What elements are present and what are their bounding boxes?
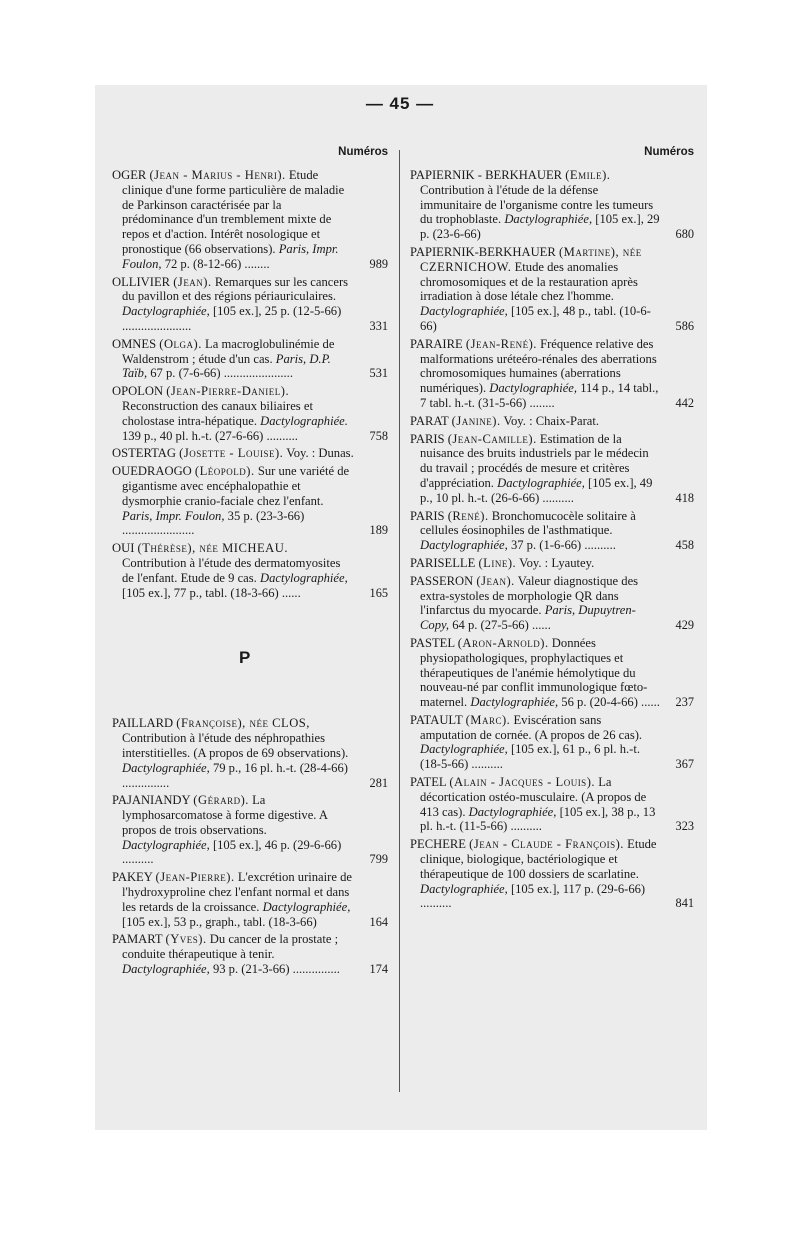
entry-number: 586 [675,318,694,333]
index-entry [410,837,694,911]
column-header: Numéros [338,146,388,158]
entry-title: La macroglobulinémie de Waldenstrom ; étude d'un cas. [122,336,335,366]
index-entry [410,574,694,633]
entry-given-name: (Léopold). [194,464,255,479]
index-entry [410,337,694,411]
entry-given-name: (Jean). [173,274,212,289]
entry-given-name: (Olga). [159,336,202,351]
entry-title: Voy. : Chaix-Parat. [503,413,600,428]
entry-details: [105 ex.], 53 p., graph., tabl. (18-3-66) [122,914,317,929]
entry-title: L'excrétion urinaire de l'hydroxyproline chez l'enfant normal et dans les retards de la croissance. [122,870,352,914]
entry-details: [105 ex.], 77 p., tabl. (18-3-66) ...... [122,585,301,600]
entry-given-name: (Françoise), née CLOS, [176,716,310,731]
entry-number: 841 [675,896,694,911]
entry-number: 164 [369,914,388,929]
entry-details: [105 ex.], 48 p., tabl. (10-6-66) [420,304,651,333]
entry-given-name: (Marc). [465,712,511,727]
entry-publisher: Dactylographiée. [260,413,348,428]
entry-publisher: Dactylographiée, [122,837,210,852]
entry-name: PARIS [410,431,445,446]
entry-name: OPOLON [112,384,164,399]
entry-number: 174 [369,962,388,977]
entry-name: PARAT [410,413,449,428]
entry-given-name: (Martine), née CZERNICHOW. [420,244,642,274]
entry-name: OSTERTAG [112,446,177,461]
entry-publisher: Dactylographiée, [122,304,210,319]
entry-title: Contribution à l'étude des néphropathies interstitielles. (A propos de 69 observations). [122,731,349,760]
entry-name: OGER [112,168,147,182]
index-entry [112,446,388,461]
entry-given-name: (Emile). [565,168,611,182]
index-entry [410,556,694,571]
index-entry [112,932,388,976]
entry-details: 35 p. (23-3-66) ....................... [122,508,305,538]
entry-details: [105 ex.], 61 p., 6 pl. h.-t. (18-5-66) .......... [420,742,641,772]
entry-title: Etude clinique, biologique, bactériologique et thérapeutique de 100 dossiers de scarlatine. [420,837,657,881]
entry-number: 989 [369,256,388,271]
entry-title: La lymphosarcomatose à forme digestive. A propos de trois observations. [122,793,328,837]
entry-title: Eviscération sans amputation de cornée. (A propos de 26 cas). [420,712,643,742]
entry-number: 189 [369,523,388,538]
index-entry [112,464,388,538]
entry-name: PARISELLE [410,555,476,570]
index-entry [410,168,694,242]
entry-number: 531 [369,366,388,381]
entry-name: PARIS [410,508,445,523]
entry-given-name: (Janine). [451,413,501,428]
entry-name: PATEL [410,775,447,790]
entry-name: OUEDRAOGO [112,464,192,479]
entry-number: 442 [675,395,694,410]
index-entry [410,636,694,710]
left-column [112,146,388,980]
entry-details: 56 p. (20-4-66) ...... [561,695,660,710]
entry-name: OLLIVIER [112,274,171,289]
entry-name: OUI [112,541,135,556]
entry-given-name: (Jean - Claude - François). [469,837,624,852]
entry-publisher: Dactylographiée, [468,804,557,819]
index-entry [410,414,694,429]
entry-name: PASTEL [410,635,455,650]
index-entry [410,432,694,506]
entry-name: PECHERE [410,837,466,852]
entry-title: Estimation de la nuisance des bruits industriels par le médecin du travail ; procédés de mesure et critères d'appréciation. [420,431,649,490]
entry-publisher: Dactylographiée, [262,899,351,914]
entry-number: 281 [369,775,388,790]
entry-details: 67 p. (7-6-66) ...................... [150,366,293,381]
entry-publisher: Paris, Impr. Foulon, [122,241,339,271]
entry-details: [105 ex.], 49 p., 10 pl. h.-t. (26-6-66) .......... [420,475,653,505]
entry-publisher: Dactylographiée, [489,381,578,396]
entry-given-name: (Aron-Arnold). [457,635,549,650]
index-entry [112,337,388,381]
entry-name: PAKEY [112,870,153,885]
entry-details: [105 ex.], 25 p. (12-5-66) ...................... [122,304,342,333]
entry-name: PAPIERNIK-BERKHAUER [410,244,556,259]
entry-details: 72 p. (8-12-66) ........ [164,256,270,271]
entry-details: 139 p., 40 pl. h.-t. (27-6-66) .......... [122,428,298,443]
entry-list [112,168,388,600]
entry-name: PAJANIANDY [112,793,191,808]
entry-given-name: (René). [447,508,489,523]
index-entry [410,775,694,834]
entry-details: 64 p. (27-5-66) ...... [452,618,551,633]
index-entry [410,245,694,334]
entry-title: Données physiopathologiques, prophylactiques et thérapeutiques de l'anémie hémolytique du nouveau-né par conflit immunologique fœto-maternel. [420,635,648,710]
entry-number: 418 [675,490,694,505]
entry-details: 79 p., 16 pl. h.-t. (28-4-66) ............... [122,760,348,790]
entry-given-name: (Jean). [476,573,515,588]
entry-number: 367 [675,757,694,772]
entry-number: 799 [369,852,388,867]
entry-name: PARAIRE [410,336,463,351]
index-entry [112,716,388,790]
entry-publisher: Dactylographiée, [420,538,508,553]
entry-title: Valeur diagnostique des extra-systoles de morphologie QR dans l'infarctus du myocarde. [420,573,639,618]
entry-title: Du cancer de la prostate ; conduite thérapeutique à tenir. [122,932,339,962]
entry-name: PATAULT [410,712,463,727]
index-entry [112,168,388,272]
entry-publisher: Dactylographiée, [497,475,585,490]
entry-title: Sur une variété de gigantisme avec encéphalopathie et dysmorphie cranio-faciale chez l'enfant. [122,464,350,508]
entry-name: PAPIERNIK - BERKHAUER [410,168,563,182]
entry-given-name: (Jean-René). [465,336,537,351]
entry-name: OMNES [112,336,157,351]
entry-publisher: Dactylographiée, [122,962,210,977]
entry-details: [105 ex.], 117 p. (29-6-66) .......... [420,881,646,911]
entry-number: 165 [369,585,388,600]
entry-publisher: Paris, Impr. Foulon, [122,508,225,523]
entry-publisher: Dactylographiée, [420,742,508,757]
entry-publisher: Paris, Dupuytren-Copy, [420,603,636,633]
index-entry [112,870,388,929]
index-entry [112,384,388,443]
entry-details: [105 ex.], 38 p., 13 pl. h.-t. (11-5-66) .......... [420,804,656,834]
entry-details: [105 ex.], 29 p. (23-6-66) [420,212,660,242]
entry-publisher: Dactylographiée, [259,570,348,585]
entry-title: Fréquence relative des malformations uréteéro-rénales des aberrations chromosomiques humaines (aberrations numériques). [420,336,657,396]
entry-number: 758 [369,428,388,443]
entry-publisher: Paris, D.P. Taïb, [122,351,331,381]
index-entry [410,713,694,772]
entry-given-name: (Thérèse), née MICHEAU. [137,541,288,556]
right-column [410,146,694,914]
entry-number: 331 [369,318,388,333]
entry-details: [105 ex.], 46 p. (29-6-66) .......... [122,837,342,867]
column-divider [399,150,400,1092]
entry-given-name: (Josette - Louise). [179,446,284,461]
entry-title: Remarques sur les cancers du pavillon et des régions périauriculaires. [122,274,349,304]
entry-name: PAILLARD [112,716,174,731]
entry-title: Voy. : Dunas. [286,446,354,461]
entry-given-name: (Alain - Jacques - Louis). [449,775,596,790]
entry-name: PASSERON [410,573,474,588]
section-letter: P [239,648,251,668]
entry-given-name: (Gérard). [193,793,249,808]
index-entry [410,509,694,553]
entry-publisher: Dactylographiée, [420,304,508,319]
page-number: — 45 — [365,94,435,113]
column-header: Numéros [644,146,694,158]
entry-details: 93 p. (21-3-66) ............... [212,962,340,977]
entry-title: Etude des anomalies chromosomiques et de la restauration après irradiation à dose létale chez l'homme. [420,259,638,304]
index-entry [112,793,388,867]
entry-number: 323 [675,819,694,834]
entry-given-name: (Line). [478,555,517,570]
entry-publisher: Dactylographiée, [470,695,559,710]
entry-title: Contribution à l'étude de la défense immunitaire de l'organisme contre les tumeurs du trophoblaste. [420,182,654,227]
entry-given-name: (Jean-Camille). [447,431,537,446]
entry-given-name: (Jean-Pierre). [155,870,235,885]
entry-number: 429 [675,618,694,633]
entry-list [112,716,388,977]
entry-name: PAMART [112,932,163,947]
entry-title: Bronchomucocèle solitaire à cellules éosinophiles de l'asthmatique. [420,508,636,538]
index-entry [112,275,388,334]
entry-given-name: (Jean-Pierre-Daniel). [166,384,290,399]
entry-title: La décortication ostéo-musculaire. (A propos de 413 cas). [420,775,647,819]
entry-publisher: Dactylographiée, [122,760,210,775]
index-entry [112,541,388,600]
entry-number: 458 [675,538,694,553]
entry-given-name: (Jean - Marius - Henri). [149,168,286,182]
entry-list [410,168,694,911]
entry-title: Voy. : Lyautey. [519,555,595,570]
entry-details: 114 p., 14 tabl., 7 tabl. h.-t. (31-5-66) ........ [420,381,659,410]
entry-number: 237 [675,695,694,710]
entry-title: Contribution à l'étude des dermatomyosites de l'enfant. Etude de 9 cas. [122,555,341,585]
entry-details: 37 p. (1-6-66) .......... [510,538,616,553]
entry-publisher: Dactylographiée, [504,212,593,227]
entry-given-name: (Yves). [165,932,207,947]
entry-title: Etude clinique d'une forme particulière de maladie de Parkinson caractérisée par la prédominance d'un tremblement mixte de repos et d'action. Intérêt nosologique et pronostique (66 observations). [122,168,345,256]
entry-publisher: Dactylographiée, [420,881,508,896]
entry-title: Reconstruction des canaux biliaires et cholostase intra-hépatique. [122,398,313,428]
entry-number: 680 [675,227,694,242]
